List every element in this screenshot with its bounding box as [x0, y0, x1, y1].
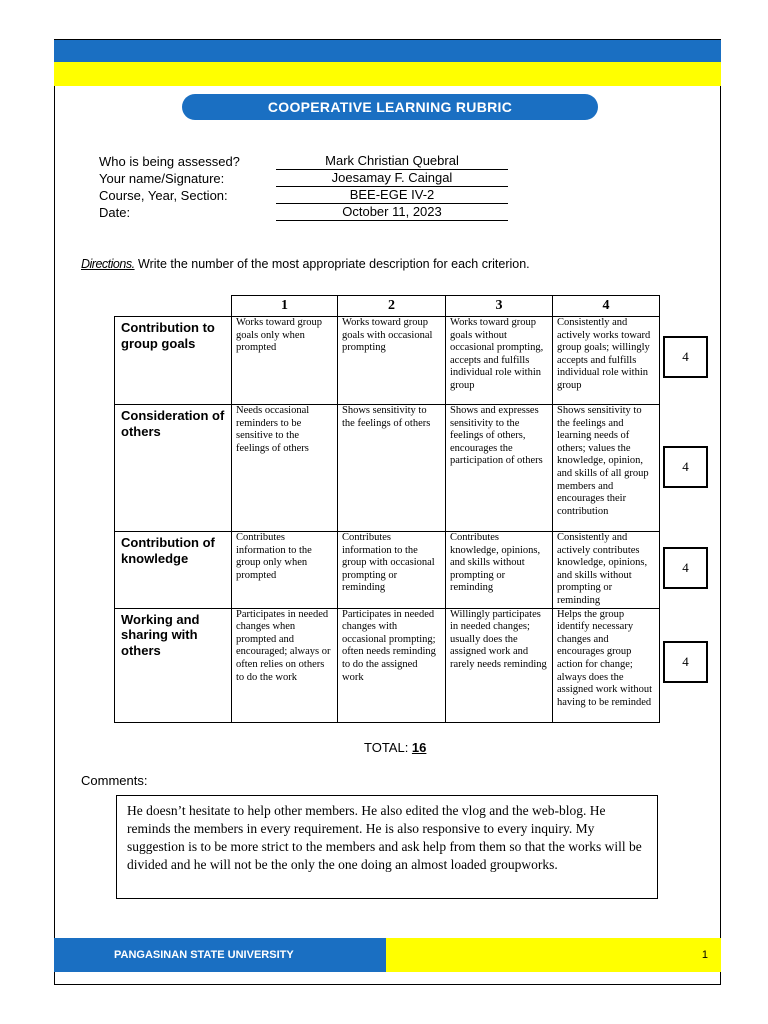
rubric-cell: Participates in needed changes with occasional prompting; often needs reminding to do the assigned work [338, 608, 446, 722]
level-header: 1 [232, 296, 338, 317]
score-box-group-goals: 4 [663, 336, 708, 378]
directions [81, 257, 530, 271]
rubric-cell: Needs occasional reminders to be sensitive to the feelings of others [232, 405, 338, 532]
rubric-row [115, 405, 660, 532]
rubric-corner [115, 296, 232, 317]
rubric-cell: Works toward group goals only when prompted [232, 317, 338, 405]
rubric-cell: Consistently and actively contributes knowledge, opinions, and skills without prompting or reminding [553, 532, 660, 609]
comments-text: He doesn’t hesitate to help other members. He also edited the vlog and the web-blog. He reminds the members in every requirement. He is also responsive to every inquiry. My suggestion is to be more strict to the members and ask help from them so that the works will be divided and he will not be the only the one doing an almost loaded groupworks. [116, 795, 658, 899]
rubric-cell: Contributes information to the group with occasional prompting or reminding [338, 532, 446, 609]
total-label: TOTAL: [364, 740, 412, 755]
score-box-consideration: 4 [663, 446, 708, 488]
info-value-date: October 11, 2023 [276, 204, 508, 221]
directions-text: Write the number of the most appropriate description for each criterion. [134, 257, 530, 271]
header-yellow-band [54, 62, 721, 86]
rubric-cell: Participates in needed changes when prompted and encouraged; always or often relies on others to do the work [232, 608, 338, 722]
rubric-cell: Shows sensitivity to the feelings of others [338, 405, 446, 532]
info-label-assessed: Who is being assessed? [99, 154, 240, 169]
rubric-table [114, 295, 660, 723]
header-blue-band [54, 40, 721, 62]
rubric-cell: Shows sensitivity to the feelings and learning needs of others; values the knowledge, opinion, and skills of all group members and encourages their contribution [553, 405, 660, 532]
rubric-cell: Works toward group goals with occasional prompting [338, 317, 446, 405]
score-box-working-sharing: 4 [663, 641, 708, 683]
info-value-name: Joesamay F. Caingal [276, 170, 508, 187]
page-title: COOPERATIVE LEARNING RUBRIC [182, 94, 598, 120]
rubric-cell: Helps the group identify necessary changes and encourages group action for change; always does the assigned work without having to be reminded [553, 608, 660, 722]
info-value-assessed: Mark Christian Quebral [276, 153, 508, 170]
rubric-cell: Consistently and actively works toward group goals; willingly accepts and fulfills individual role within group [553, 317, 660, 405]
criterion-label: Contribution to group goals [115, 317, 232, 405]
comments-label: Comments: [81, 773, 148, 788]
footer-university: PANGASINAN STATE UNIVERSITY [54, 938, 386, 972]
rubric-cell: Works toward group goals without occasional prompting, accepts and fulfills individual role within group [446, 317, 553, 405]
info-label-course: Course, Year, Section: [99, 188, 228, 203]
level-header: 4 [553, 296, 660, 317]
footer-page-number: 1 [386, 938, 721, 972]
total [364, 740, 426, 755]
rubric-row [115, 608, 660, 722]
info-label-name: Your name/Signature: [99, 171, 225, 186]
score-box-knowledge: 4 [663, 547, 708, 589]
rubric-cell: Contributes knowledge, opinions, and skills without prompting or reminding [446, 532, 553, 609]
level-header: 3 [446, 296, 553, 317]
level-header: 2 [338, 296, 446, 317]
info-label-date: Date: [99, 205, 131, 220]
rubric-row [115, 317, 660, 405]
directions-label: Directions. [81, 257, 135, 271]
criterion-label: Consideration of others [115, 405, 232, 532]
total-value: 16 [411, 740, 427, 755]
rubric-cell: Shows and expresses sensitivity to the feelings of others, encourages the participation of others [446, 405, 553, 532]
criterion-label: Working and sharing with others [115, 608, 232, 722]
info-value-course: BEE-EGE IV-2 [276, 187, 508, 204]
rubric-header-row [115, 296, 660, 317]
rubric-cell: Willingly participates in needed changes; usually does the assigned work and rarely needs reminding [446, 608, 553, 722]
criterion-label: Contribution of knowledge [115, 532, 232, 609]
rubric-cell: Contributes information to the group only when prompted [232, 532, 338, 609]
rubric-row [115, 532, 660, 609]
